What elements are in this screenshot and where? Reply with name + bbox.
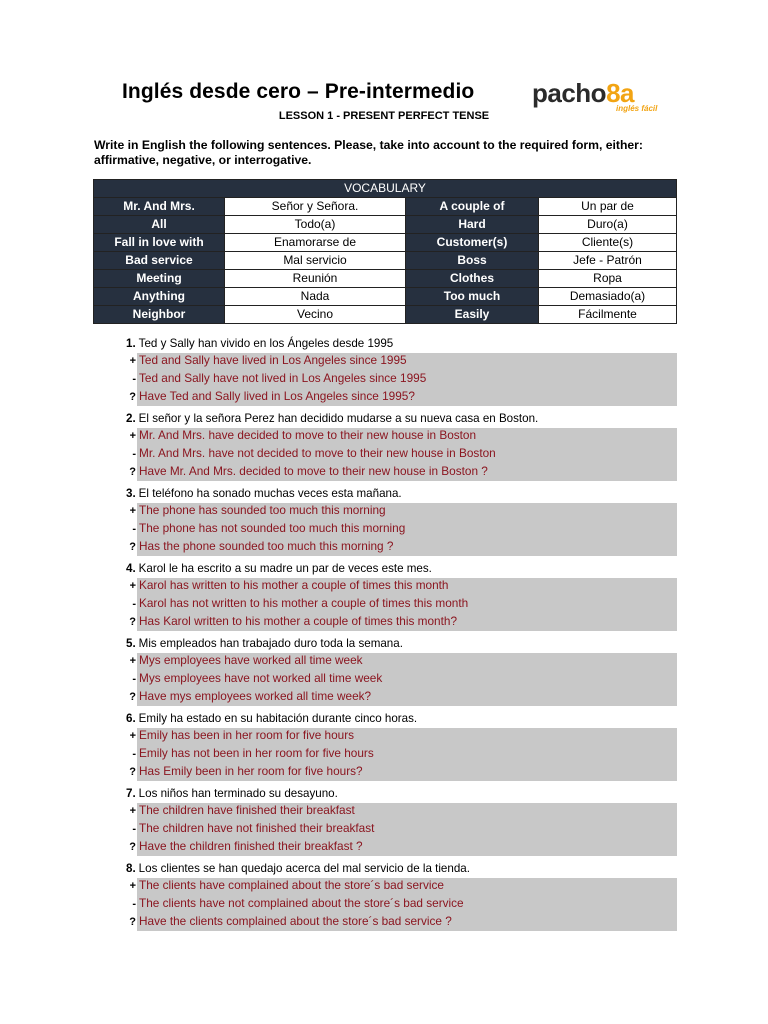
vocab-english-term: Fall in love with	[94, 234, 225, 252]
logo-tagline: inglés fácil	[616, 104, 658, 113]
exercise-item	[0, 487, 768, 559]
vocab-spanish-term: Duro(a)	[539, 216, 677, 234]
exercise-prompt	[126, 712, 417, 725]
exercise-number: 3.	[126, 487, 136, 500]
exercise-number: 8.	[126, 862, 136, 875]
exercise-item	[0, 412, 768, 484]
exercise-item	[0, 862, 768, 934]
affirmative-answer: The children have finished their breakfast	[139, 803, 355, 817]
negative-symbol: -	[132, 898, 136, 910]
vocab-spanish-term: Reunión	[225, 270, 406, 288]
vocab-english-term: Neighbor	[94, 306, 225, 324]
vocabulary-row	[94, 288, 677, 306]
interrogative-symbol: ?	[129, 541, 136, 553]
exercise-spanish-sentence: Emily ha estado en su habitación durante cinco horas.	[138, 712, 418, 725]
exercise-prompt	[126, 337, 393, 350]
exercise-prompt	[126, 862, 470, 875]
exercise-number: 7.	[126, 787, 136, 800]
exercise-item	[0, 637, 768, 709]
interrogative-answer: Has the phone sounded too much this morning ?	[139, 539, 394, 553]
vocab-spanish-term: Un par de	[539, 198, 677, 216]
exercise-item	[0, 337, 768, 409]
lesson-subtitle: LESSON 1 - PRESENT PERFECT TENSE	[278, 110, 490, 122]
exercise-spanish-sentence: Ted y Sally han vivido en los Ángeles desde 1995	[138, 337, 394, 350]
exercise-number: 6.	[126, 712, 136, 725]
interrogative-symbol: ?	[129, 841, 136, 853]
affirmative-answer: Ted and Sally have lived in Los Angeles since 1995	[139, 353, 407, 367]
affirmative-symbol: +	[129, 580, 136, 592]
affirmative-symbol: +	[129, 880, 136, 892]
exercise-prompt	[126, 787, 338, 800]
affirmative-symbol: +	[129, 805, 136, 817]
interrogative-answer: Have mys employees worked all time week?	[139, 689, 372, 703]
vocab-english-term: A couple of	[406, 198, 539, 216]
vocab-english-term: Easily	[406, 306, 539, 324]
affirmative-symbol: +	[129, 730, 136, 742]
vocab-english-term: Hard	[406, 216, 539, 234]
negative-symbol: -	[132, 373, 136, 385]
exercise-prompt	[126, 412, 538, 425]
negative-symbol: -	[132, 748, 136, 760]
interrogative-answer: Has Emily been in her room for five hours?	[139, 764, 363, 778]
negative-symbol: -	[132, 823, 136, 835]
vocabulary-row	[94, 216, 677, 234]
interrogative-answer: Have Mr. And Mrs. decided to move to their new house in Boston ?	[139, 464, 488, 478]
vocabulary-row	[94, 270, 677, 288]
vocab-spanish-term: Nada	[225, 288, 406, 306]
interrogative-symbol: ?	[129, 766, 136, 778]
page-title: Inglés desde cero – Pre-intermedio	[122, 80, 475, 103]
vocabulary-row	[94, 306, 677, 324]
logo-text-accent: 8a	[606, 78, 634, 108]
vocab-spanish-term: Demasiado(a)	[539, 288, 677, 306]
vocab-english-term: Customer(s)	[406, 234, 539, 252]
vocab-english-term: Clothes	[406, 270, 539, 288]
affirmative-symbol: +	[129, 505, 136, 517]
negative-answer: The clients have not complained about the store´s bad service	[139, 896, 464, 910]
vocabulary-heading: VOCABULARY	[94, 180, 677, 198]
negative-symbol: -	[132, 598, 136, 610]
interrogative-symbol: ?	[129, 691, 136, 703]
exercise-item	[0, 787, 768, 859]
interrogative-answer: Have the children finished their breakfast ?	[139, 839, 363, 853]
interrogative-symbol: ?	[129, 616, 136, 628]
vocab-english-term: Anything	[94, 288, 225, 306]
exercise-spanish-sentence: Karol le ha escrito a su madre un par de veces este mes.	[138, 562, 432, 575]
exercise-spanish-sentence: El teléfono ha sonado muchas veces esta mañana.	[138, 487, 402, 500]
negative-symbol: -	[132, 448, 136, 460]
negative-answer: Ted and Sally have not lived in Los Angeles since 1995	[139, 371, 427, 385]
affirmative-symbol: +	[129, 655, 136, 667]
affirmative-answer: The phone has sounded too much this morning	[139, 503, 386, 517]
negative-symbol: -	[132, 523, 136, 535]
affirmative-answer: Mys employees have worked all time week	[139, 653, 363, 667]
affirmative-answer: The clients have complained about the store´s bad service	[139, 878, 444, 892]
interrogative-symbol: ?	[129, 391, 136, 403]
vocab-english-term: All	[94, 216, 225, 234]
vocabulary-row	[94, 252, 677, 270]
affirmative-symbol: +	[129, 355, 136, 367]
vocabulary-row	[94, 198, 677, 216]
exercise-prompt	[126, 562, 432, 575]
instructions: Write in English the following sentences. Please, take into account to the required form, either: affirmative, negative, or interrogative.	[94, 138, 643, 167]
interrogative-answer: Has Karol written to his mother a couple of times this month?	[139, 614, 458, 628]
vocab-english-term: Meeting	[94, 270, 225, 288]
exercise-number: 5.	[126, 637, 136, 650]
exercise-prompt	[126, 487, 402, 500]
exercise-spanish-sentence: El señor y la señora Perez han decidido mudarse a su nueva casa en Boston.	[138, 412, 539, 425]
negative-symbol: -	[132, 673, 136, 685]
negative-answer: Mr. And Mrs. have not decided to move to their new house in Boston	[139, 446, 496, 460]
interrogative-symbol: ?	[129, 916, 136, 928]
interrogative-answer: Have Ted and Sally lived in Los Angeles since 1995?	[139, 389, 415, 403]
negative-answer: The phone has not sounded too much this morning	[139, 521, 406, 535]
exercise-number: 4.	[126, 562, 136, 575]
negative-answer: Karol has not written to his mother a couple of times this month	[139, 596, 469, 610]
vocab-spanish-term: Mal servicio	[225, 252, 406, 270]
exercise-prompt	[126, 637, 403, 650]
exercise-number: 1.	[126, 337, 136, 350]
vocabulary-body	[94, 198, 677, 324]
vocab-english-term: Mr. And Mrs.	[94, 198, 225, 216]
vocab-spanish-term: Cliente(s)	[539, 234, 677, 252]
interrogative-answer: Have the clients complained about the store´s bad service ?	[139, 914, 452, 928]
exercise-spanish-sentence: Los clientes se han quedajo acerca del mal servicio de la tienda.	[138, 862, 470, 875]
vocab-spanish-term: Ropa	[539, 270, 677, 288]
vocab-spanish-term: Fácilmente	[539, 306, 677, 324]
negative-answer: Emily has not been in her room for five hours	[139, 746, 374, 760]
vocab-spanish-term: Vecino	[225, 306, 406, 324]
vocab-english-term: Bad service	[94, 252, 225, 270]
negative-answer: Mys employees have not worked all time week	[139, 671, 383, 685]
vocabulary-row	[94, 234, 677, 252]
affirmative-answer: Emily has been in her room for five hours	[139, 728, 355, 742]
vocab-spanish-term: Jefe - Patrón	[539, 252, 677, 270]
affirmative-answer: Karol has written to his mother a couple of times this month	[139, 578, 449, 592]
interrogative-symbol: ?	[129, 466, 136, 478]
exercise-spanish-sentence: Los niños han terminado su desayuno.	[138, 787, 338, 800]
vocabulary-table	[93, 179, 677, 324]
vocab-english-term: Boss	[406, 252, 539, 270]
exercise-item	[0, 712, 768, 784]
logo-text-main: pacho	[532, 78, 607, 108]
exercise-spanish-sentence: Mis empleados han trabajado duro toda la semana.	[138, 637, 403, 650]
exercise-item	[0, 562, 768, 634]
negative-answer: The children have not finished their breakfast	[139, 821, 375, 835]
vocab-spanish-term: Señor y Señora.	[225, 198, 406, 216]
vocab-spanish-term: Todo(a)	[225, 216, 406, 234]
affirmative-answer: Mr. And Mrs. have decided to move to their new house in Boston	[139, 428, 477, 442]
exercise-number: 2.	[126, 412, 136, 425]
affirmative-symbol: +	[129, 430, 136, 442]
vocab-spanish-term: Enamorarse de	[225, 234, 406, 252]
vocab-english-term: Too much	[406, 288, 539, 306]
